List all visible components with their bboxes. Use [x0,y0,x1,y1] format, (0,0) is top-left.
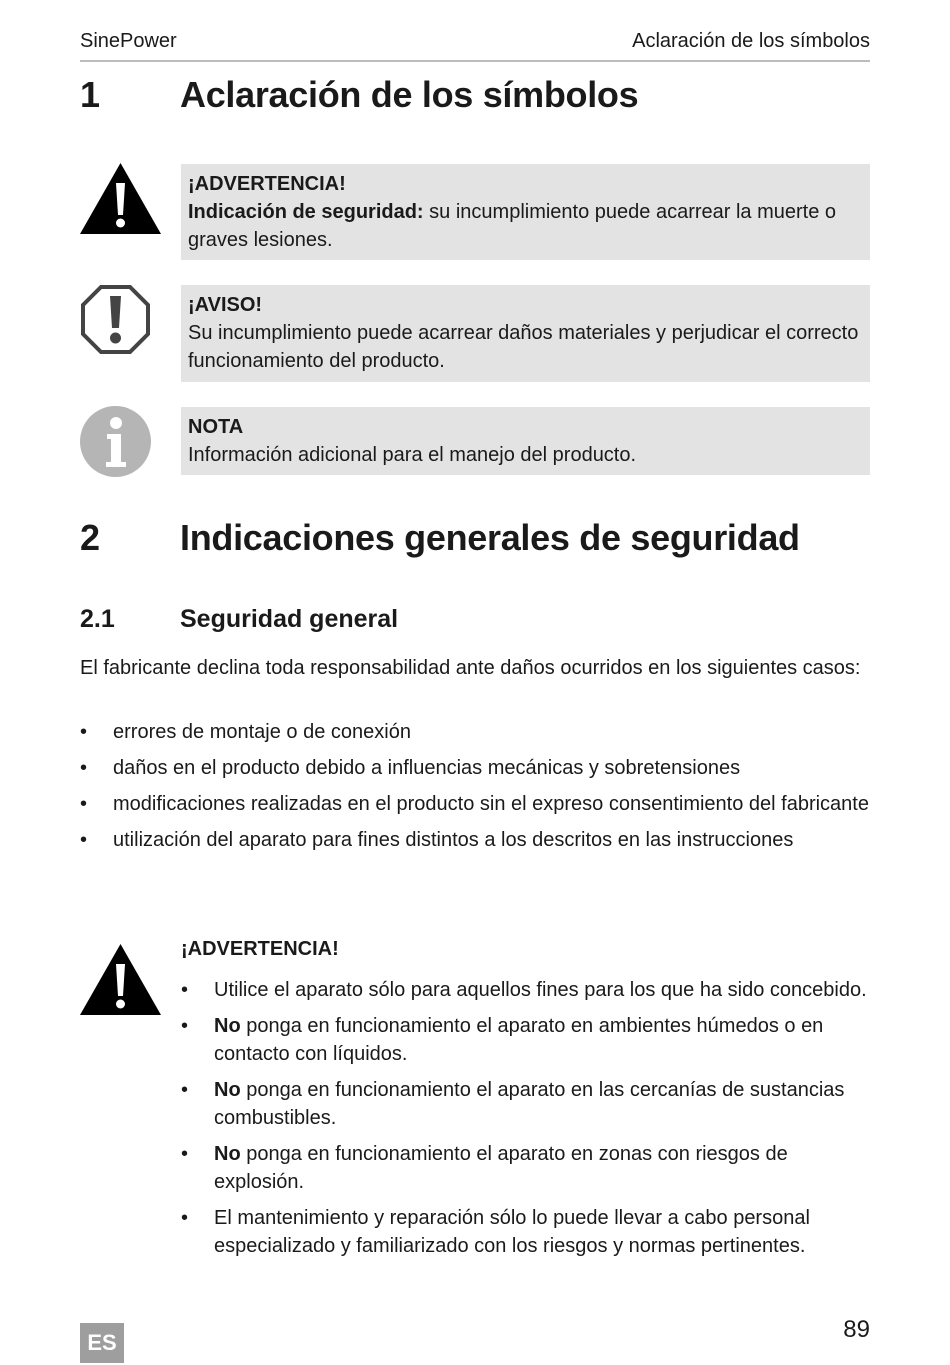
warning-title: ¡ADVERTENCIA! [188,173,346,195]
note-text: Información adicional para el manejo del producto. [188,444,637,466]
liability-list [80,718,870,862]
page-header [80,30,870,62]
warning-text [188,198,870,254]
list-item: • daños en el producto debido a influencias mecánicas y sobretensiones [80,754,870,782]
warning-triangle-icon [80,163,161,234]
section-number: 1 [80,74,100,115]
info-icon [80,406,151,477]
warning-body: su incumplimiento puede acarrear la muerte o graves lesiones. [188,201,837,251]
warning-box [181,164,870,260]
emphasis: No [214,1079,241,1101]
list-item [181,1076,870,1132]
list-item: • modificaciones realizadas en el producto sin el expreso consentimiento del fabricante [80,790,870,818]
list-item: • utilización del aparato para fines distintos a los descritos en las instrucciones [80,826,870,854]
emphasis: No [214,1015,241,1037]
list-item-text: Utilice el aparato sólo para aquellos fines para los que ha sido concebido. [214,979,867,1001]
page-number: 89 [843,1316,870,1343]
warning-list [181,976,870,1268]
subsection-number: 2.1 [80,605,115,633]
subsection-title: Seguridad general [180,605,399,633]
list-item [181,1140,870,1196]
language-badge: ES [80,1323,124,1363]
note-title: NOTA [188,416,244,438]
notice-box [181,285,870,382]
notice-text: Su incumplimiento puede acarrear daños materiales y perjudicar el correcto funcionamiento del producto. [188,322,859,372]
note-box [181,407,870,475]
warning-title: ¡ADVERTENCIA! [181,938,339,960]
list-item-text: ponga en funcionamiento el aparato en zonas con riesgos de explosión. [214,1143,788,1193]
warning-triangle-icon [80,944,161,1015]
intro-paragraph: El fabricante declina toda responsabilidad ante daños ocurridos en los siguientes casos: [80,657,861,679]
list-item-text: ponga en funcionamiento el aparato en ambientes húmedos o en contacto con líquidos. [214,1015,824,1065]
section-title: Indicaciones generales de seguridad [180,517,800,558]
list-item-text: ponga en funcionamiento el aparato en las cercanías de sustancias combustibles. [214,1079,845,1129]
list-item: • errores de montaje o de conexión [80,718,870,746]
notice-title: ¡AVISO! [188,294,263,316]
list-item [181,1204,870,1260]
section-number: 2 [80,517,100,558]
list-item [181,1012,870,1068]
section-title: Aclaración de los símbolos [180,74,639,115]
header-section: Aclaración de los símbolos [632,30,870,52]
header-product: SinePower [80,30,177,52]
list-item-text: El mantenimiento y reparación sólo lo puede llevar a cabo personal especializado y familiarizado con los riesgos y normas pertinentes. [214,1207,810,1257]
list-item [181,976,870,1004]
emphasis: No [214,1143,241,1165]
warning-lead: Indicación de seguridad: [188,201,424,223]
notice-octagon-icon [80,284,151,355]
